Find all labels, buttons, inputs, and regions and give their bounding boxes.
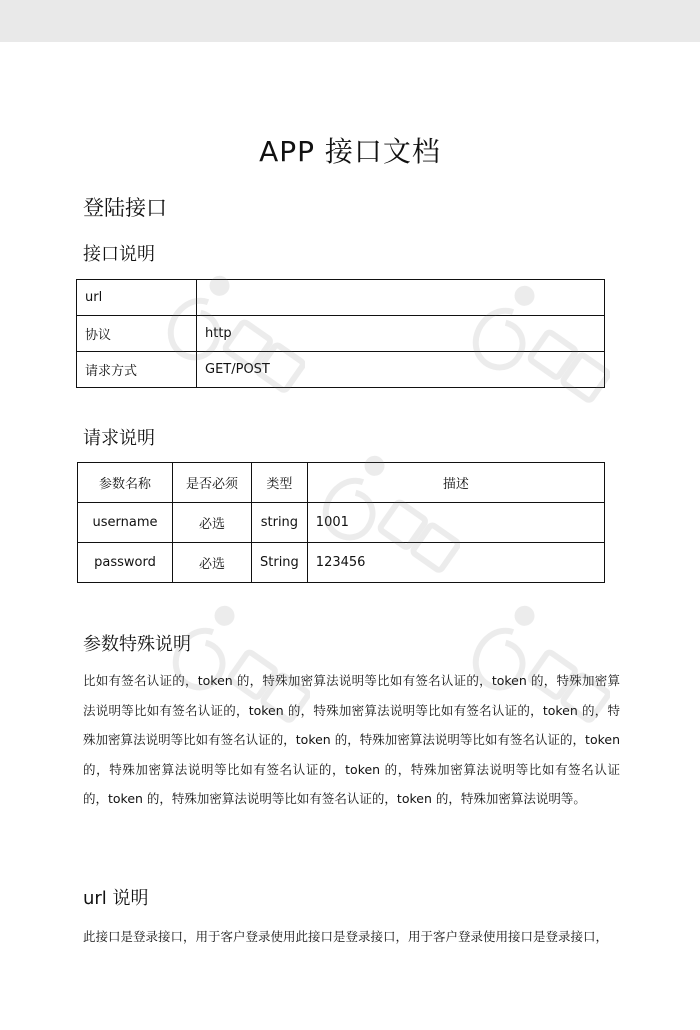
column-header: 是否必须 bbox=[173, 463, 252, 503]
request-table bbox=[77, 462, 605, 583]
url-desc-text: 此接口是登录接口，用于客户登录使用此接口是登录接口，用于客户登录使用接口是登录接口， bbox=[83, 929, 609, 944]
interface-key: 请求方式 bbox=[77, 352, 197, 388]
table-row bbox=[78, 503, 605, 543]
table-row bbox=[78, 543, 605, 583]
request-heading: 请求说明 bbox=[83, 428, 155, 449]
param-type: string bbox=[252, 503, 308, 543]
interface-value bbox=[197, 280, 605, 316]
document-page bbox=[0, 42, 700, 1030]
interface-table bbox=[76, 279, 605, 388]
param-name: username bbox=[78, 503, 173, 543]
interface-value: http bbox=[197, 316, 605, 352]
param-type: String bbox=[252, 543, 308, 583]
table-header-row bbox=[78, 463, 605, 503]
column-header: 类型 bbox=[252, 463, 308, 503]
section-heading-login: 登陆接口 bbox=[83, 196, 167, 220]
param-required: 必选 bbox=[173, 543, 252, 583]
document-title: APP 接口文档 bbox=[259, 135, 441, 168]
top-gray-bar bbox=[0, 0, 700, 42]
param-desc: 123456 bbox=[307, 543, 604, 583]
table-row bbox=[77, 280, 605, 316]
params-special-text: 比如有签名认证的，token 的，特殊加密算法说明等比如有签名认证的，token 的，特殊加密算法说明等比如有签名认证的，token 的，特殊加密算法说明等比如有签名认证的，token 的，特殊加密算法说明等比如有签名认证的，token 的，特殊加密算法说明等比如有签名认证的，token 的，特殊加密算法说明等比如有签名认证的，token 的，特殊加密算法说明等比如有签名认证的，token 的，特殊加密算法说明等比如有签名认证的，token 的，特殊加密算法说明等。 bbox=[83, 673, 620, 806]
interface-key: 协议 bbox=[77, 316, 197, 352]
interface-value: GET/POST bbox=[197, 352, 605, 388]
interface-heading: 接口说明 bbox=[83, 244, 155, 265]
interface-key: url bbox=[77, 280, 197, 316]
param-required: 必选 bbox=[173, 503, 252, 543]
url-desc-heading: url 说明 bbox=[83, 888, 149, 909]
param-name: password bbox=[78, 543, 173, 583]
column-header: 描述 bbox=[307, 463, 604, 503]
params-special-heading: 参数特殊说明 bbox=[83, 634, 191, 655]
column-header: 参数名称 bbox=[78, 463, 173, 503]
table-row bbox=[77, 352, 605, 388]
param-desc: 1001 bbox=[307, 503, 604, 543]
table-row bbox=[77, 316, 605, 352]
